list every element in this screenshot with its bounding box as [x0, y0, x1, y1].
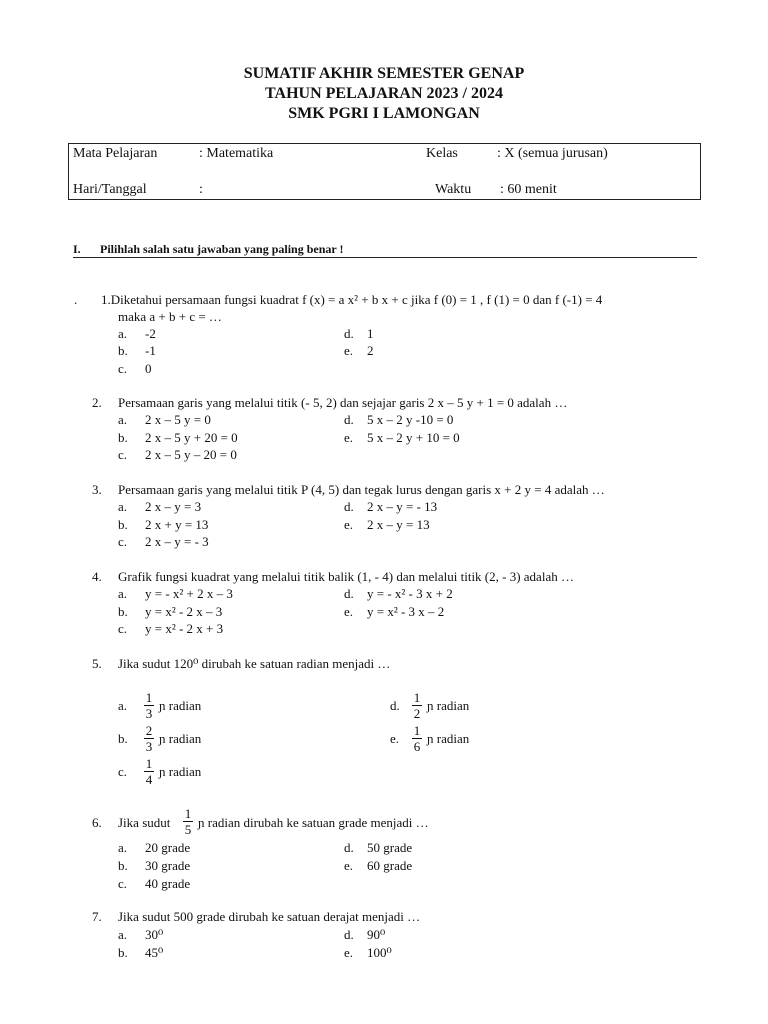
q5-option-c-letter: c.	[118, 764, 128, 779]
academic-year: TAHUN PELAJARAN 2023 / 2024	[265, 85, 503, 102]
q5-option-b-letter: b.	[118, 731, 128, 746]
question-7-number: 7.	[92, 909, 102, 924]
question-3-number: 3.	[92, 482, 102, 497]
q4-option-d: y = - x² - 3 x + 2	[367, 586, 453, 601]
q3-option-a: 2 x – y = 3	[145, 499, 202, 514]
question-6-fraction	[183, 807, 193, 836]
class-label: Kelas	[426, 146, 458, 161]
q5-option-a-letter: a.	[118, 698, 128, 713]
question-5-text: Jika sudut 120⁰ dirubah ke satuan radian menjadi …	[118, 656, 391, 671]
q1-option-d: 1	[367, 326, 374, 341]
time-label: Waktu	[435, 182, 472, 197]
question-4-text: Grafik fungsi kuadrat yang melalui titik balik (1, - 4) dan melalui titik (2, - 3) adalah …	[118, 569, 574, 584]
q6-option-b: 30 grade	[145, 858, 191, 873]
q7-option-b: 45⁰	[145, 945, 164, 960]
q3-option-d-letter: d.	[344, 499, 354, 514]
question-2-number: 2.	[92, 395, 102, 410]
q2-option-a: 2 x – 5 y = 0	[145, 412, 211, 427]
q6-option-a-letter: a.	[118, 840, 128, 855]
fraction-numerator: 1	[145, 690, 153, 705]
q6-option-e-letter: e.	[344, 858, 354, 873]
subject-label: Mata Pelajaran	[73, 146, 158, 161]
question-4-number: 4.	[92, 569, 102, 584]
q5-option-c-fraction	[144, 757, 154, 786]
fraction-denominator: 5	[184, 822, 192, 837]
q4-option-c-letter: c.	[118, 621, 128, 636]
q3-option-d: 2 x – y = - 13	[367, 499, 438, 514]
question-3-text: Persamaan garis yang melalui titik P (4, 5) dan tegak lurus dengan garis x + 2 y = 4 adalah …	[118, 482, 605, 497]
fraction-denominator: 4	[145, 772, 153, 787]
q2-option-c-letter: c.	[118, 447, 128, 462]
fraction-denominator: 3	[145, 706, 153, 721]
q7-option-e-letter: e.	[344, 945, 354, 960]
q5-option-b-fraction	[144, 724, 154, 753]
q5-option-c: ɲ radian	[159, 764, 202, 779]
q6-option-a: 20 grade	[145, 840, 191, 855]
q2-option-b: 2 x – 5 y + 20 = 0	[145, 430, 238, 445]
q5-option-b: ɲ radian	[159, 731, 202, 746]
fraction-numerator: 1	[145, 756, 153, 771]
q1-option-e: 2	[367, 343, 374, 358]
date-value: :	[199, 182, 203, 197]
time-value: : 60 menit	[500, 182, 557, 197]
q5-option-a: ɲ radian	[159, 698, 202, 713]
q7-option-a: 30⁰	[145, 927, 164, 942]
q3-option-b-letter: b.	[118, 517, 128, 532]
q7-option-d-letter: d.	[344, 927, 354, 942]
q6-option-d-letter: d.	[344, 840, 354, 855]
exam-title: SUMATIF AKHIR SEMESTER GENAP	[243, 65, 525, 82]
q2-option-a-letter: a.	[118, 412, 128, 427]
q2-option-b-letter: b.	[118, 430, 128, 445]
question-6-number: 6.	[92, 815, 102, 830]
q1-option-b: -1	[145, 343, 156, 358]
fraction-denominator: 6	[413, 739, 421, 754]
q6-option-e: 60 grade	[367, 858, 413, 873]
q6-option-c: 40 grade	[145, 876, 191, 891]
q6-option-b-letter: b.	[118, 858, 128, 873]
question-6-text-start: Jika sudut	[118, 815, 171, 830]
q5-option-a-fraction	[144, 691, 154, 720]
q2-option-d: 5 x – 2 y -10 = 0	[367, 412, 454, 427]
section-number: I.	[73, 242, 81, 256]
question-5-number: 5.	[92, 656, 102, 671]
q1-option-a-letter: a.	[118, 326, 128, 341]
q5-option-d-letter: d.	[390, 698, 400, 713]
question-6-text-end: ɲ radian dirubah ke satuan grade menjadi …	[198, 815, 429, 830]
section-divider	[73, 257, 697, 258]
q1-option-d-letter: d.	[344, 326, 354, 341]
q5-option-e-fraction	[412, 724, 422, 753]
q2-option-e-letter: e.	[344, 430, 354, 445]
q4-option-b-letter: b.	[118, 604, 128, 619]
q6-option-d: 50 grade	[367, 840, 413, 855]
fraction-numerator: 1	[184, 806, 192, 821]
section-title: Pilihlah salah satu jawaban yang paling benar !	[100, 242, 344, 256]
q3-option-a-letter: a.	[118, 499, 128, 514]
q1-option-b-letter: b.	[118, 343, 128, 358]
date-label: Hari/Tanggal	[73, 182, 147, 197]
subject-value: : Matematika	[199, 146, 274, 161]
question-1-text-cont: maka a + b + c = …	[118, 309, 222, 324]
q1-option-c: 0	[145, 361, 152, 376]
q3-option-c: 2 x – y = - 3	[145, 534, 209, 549]
q2-option-d-letter: d.	[344, 412, 354, 427]
q3-option-e: 2 x – y = 13	[367, 517, 430, 532]
q3-option-c-letter: c.	[118, 534, 128, 549]
question-7-text: Jika sudut 500 grade dirubah ke satuan derajat menjadi …	[118, 909, 421, 924]
q5-option-d: ɲ radian	[427, 698, 470, 713]
fraction-denominator: 3	[145, 739, 153, 754]
q1-option-e-letter: e.	[344, 343, 354, 358]
fraction-numerator: 1	[413, 690, 421, 705]
q4-option-e-letter: e.	[344, 604, 354, 619]
q4-option-b: y = x² - 2 x – 3	[145, 604, 223, 619]
q6-option-c-letter: c.	[118, 876, 128, 891]
q3-option-b: 2 x + y = 13	[145, 517, 209, 532]
fraction-numerator: 2	[145, 723, 153, 738]
q4-option-d-letter: d.	[344, 586, 354, 601]
question-1-prefix: .	[74, 292, 78, 307]
q7-option-b-letter: b.	[118, 945, 128, 960]
class-value: : X (semua jurusan)	[497, 146, 608, 161]
q5-option-e-letter: e.	[390, 731, 400, 746]
question-2-text: Persamaan garis yang melalui titik (- 5, 2) dan sejajar garis 2 x – 5 y + 1 = 0 adalah …	[118, 395, 568, 410]
question-1-text: 1.Diketahui persamaan fungsi kuadrat f (x) = a x² + b x + c jika f (0) = 1 , f (1) = 0 dan f (-1) = 4	[101, 292, 603, 307]
q7-option-a-letter: a.	[118, 927, 128, 942]
q3-option-e-letter: e.	[344, 517, 354, 532]
q7-option-e: 100⁰	[367, 945, 392, 960]
q1-option-c-letter: c.	[118, 361, 128, 376]
q5-option-e: ɲ radian	[427, 731, 470, 746]
q1-option-a: -2	[145, 326, 156, 341]
q4-option-a-letter: a.	[118, 586, 128, 601]
fraction-denominator: 2	[413, 706, 421, 721]
q7-option-d: 90⁰	[367, 927, 386, 942]
q2-option-c: 2 x – 5 y – 20 = 0	[145, 447, 237, 462]
q4-option-c: y = x² - 2 x + 3	[145, 621, 224, 636]
fraction-numerator: 1	[413, 723, 421, 738]
school-name: SMK PGRI I LAMONGAN	[288, 105, 480, 122]
q4-option-e: y = x² - 3 x – 2	[367, 604, 445, 619]
q2-option-e: 5 x – 2 y + 10 = 0	[367, 430, 460, 445]
q4-option-a: y = - x² + 2 x – 3	[145, 586, 233, 601]
q5-option-d-fraction	[412, 691, 422, 720]
